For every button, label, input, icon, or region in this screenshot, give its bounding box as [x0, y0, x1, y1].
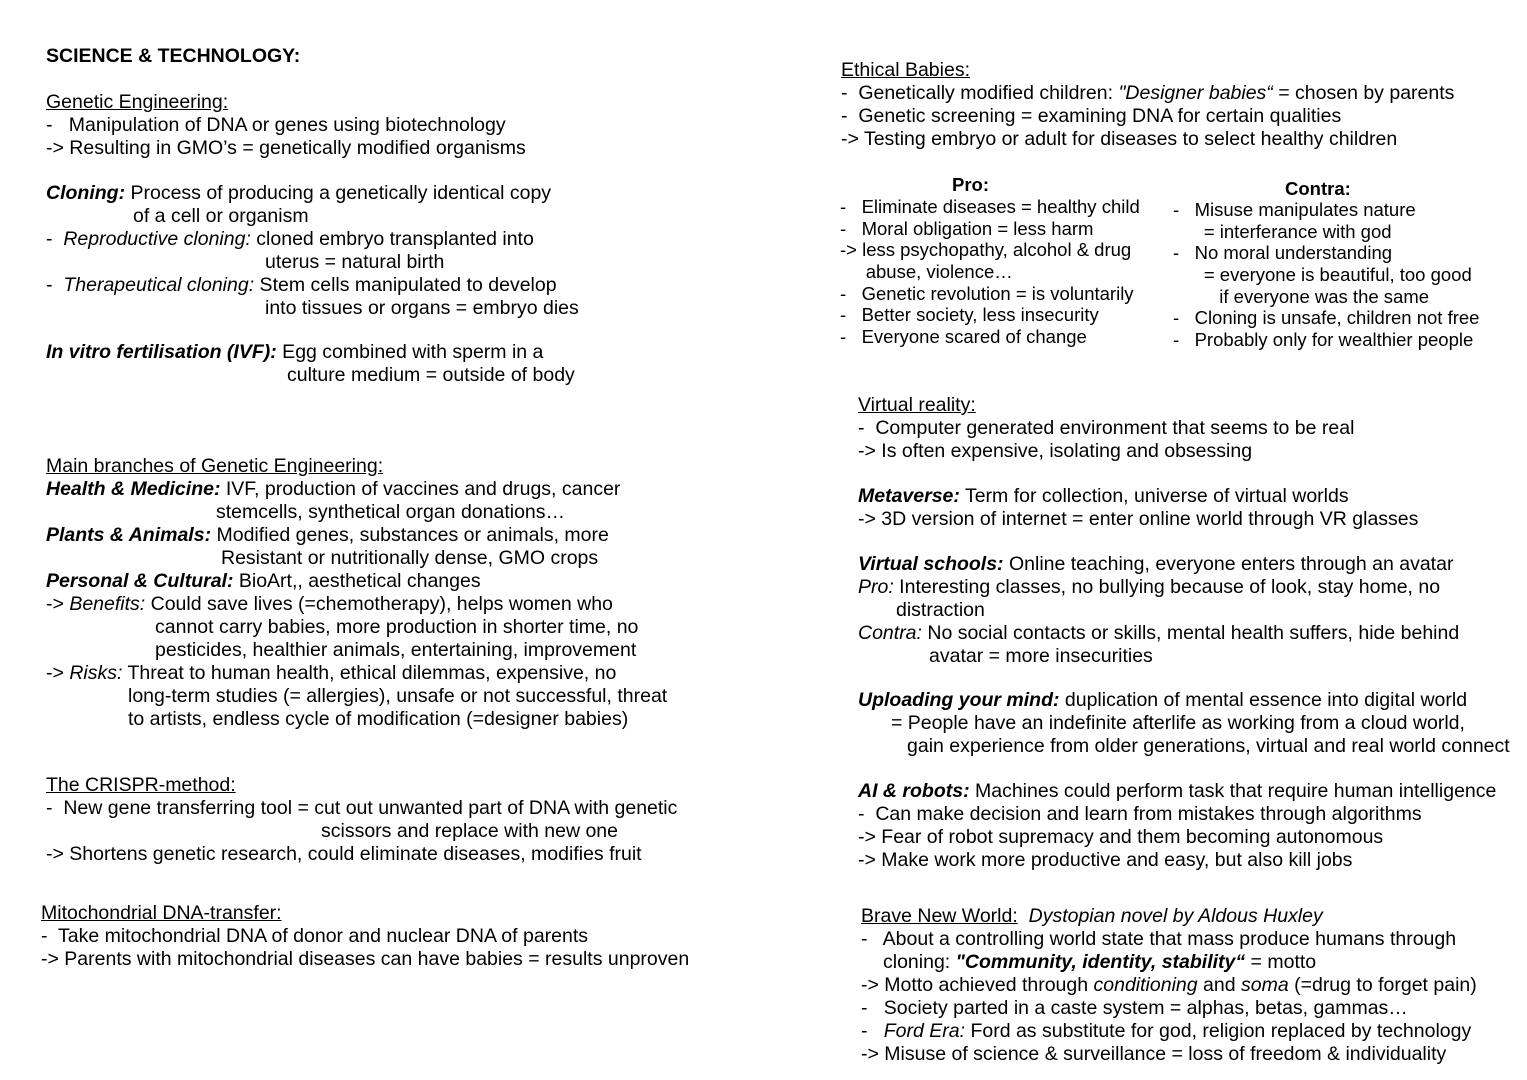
vr-heading: Virtual reality: — [858, 394, 976, 416]
schools-contra-def-2: avatar = more insecurities — [929, 645, 1153, 667]
bnw-line-3b: conditioning — [1093, 974, 1198, 996]
contra-list-item: - Probably only for wealthier people — [1173, 329, 1474, 351]
benefits-term: Benefits: — [69, 593, 146, 615]
ai-term: AI & robots: — [858, 780, 970, 802]
schools-term: Virtual schools: — [858, 553, 1004, 575]
ai-line-2: - Can make decision and learn from mistakes through algorithms — [858, 803, 1422, 825]
repro-def: cloned embryo transplanted into — [250, 228, 534, 250]
bnw-line-6: -> Misuse of science & surveillance = loss of freedom & individuality — [861, 1043, 1447, 1065]
personal-def: BioArt,, aesthetical changes — [233, 570, 481, 592]
contra-list-item: - Misuse manipulates nature — [1173, 199, 1416, 220]
pro-list-item: - Better society, less insecurity — [840, 304, 1099, 326]
cloning-term: Cloning: — [46, 182, 126, 204]
metaverse-section — [858, 485, 1418, 531]
ai-robots-section — [858, 780, 1496, 872]
repro-dash: - — [46, 228, 64, 250]
contra-list-item: if everyone was the same — [1173, 285, 1430, 307]
ivf-def-2: culture medium = outside of body — [287, 364, 575, 386]
ivf-section — [46, 341, 575, 387]
cloning-def-2: of a cell or organism — [133, 205, 309, 227]
mito-line-1: - Take mitochondrial DNA of donor and nuclear DNA of parents — [41, 925, 589, 947]
uploading-mind-section — [858, 689, 1510, 758]
thera-term: Therapeutical cloning: — [63, 274, 255, 296]
brave-new-world-section — [861, 905, 1477, 1066]
contra-list-item: - Cloning is unsafe, children not free — [1173, 307, 1480, 329]
ethical-heading: Ethical Babies: — [841, 59, 970, 81]
page-title: SCIENCE & TECHNOLOGY: — [46, 45, 301, 67]
ethical-line-1b: "Designer babies“ — [1118, 82, 1273, 104]
pro-list-item: abuse, violence… — [840, 261, 1013, 283]
genetic-engineering-section — [46, 91, 526, 160]
genetic-engineering-heading: Genetic Engineering: — [46, 91, 229, 113]
ethical-babies-section — [841, 59, 1454, 151]
bnw-line-5b: Ford Era: — [883, 1020, 966, 1042]
schools-pro-def-2: distraction — [896, 599, 985, 621]
bnw-line-3d: soma — [1240, 974, 1289, 996]
plants-def-2: Resistant or nutritionally dense, GMO crops — [221, 547, 599, 569]
bnw-line-3a: -> Motto achieved through — [861, 974, 1094, 996]
crispr-line-3: -> Shortens genetic research, could eliminate diseases, modifies fruit — [46, 843, 642, 865]
ethical-line-2: - Genetic screening = examining DNA for certain qualities — [841, 105, 1342, 127]
schools-contra-def: No social contacts or skills, mental health suffers, hide behind — [921, 622, 1460, 644]
bnw-line-4: - Society parted in a caste system = alphas, betas, gammas… — [861, 997, 1408, 1019]
ai-line-4: -> Make work more productive and easy, but also kill jobs — [858, 849, 1353, 871]
benefits-def-2: cannot carry babies, more production in shorter time, no — [155, 616, 639, 638]
contra-list-item: - No moral understanding — [1173, 242, 1393, 264]
thera-dash: - — [46, 274, 64, 296]
schools-def: Online teaching, everyone enters through an avatar — [1003, 553, 1454, 575]
benefits-def: Could save lives (=chemotherapy), helps women who — [145, 593, 613, 615]
crispr-section — [46, 774, 677, 866]
risks-term: Risks: — [69, 662, 123, 684]
benefits-def-3: pesticides, healthier animals, entertaining, improvement — [155, 639, 637, 661]
risks-def: Threat to human health, ethical dilemmas, expensive, no — [122, 662, 617, 684]
metaverse-term: Metaverse: — [858, 485, 960, 507]
ethical-line-3: -> Testing embryo or adult for diseases to select healthy children — [841, 128, 1398, 150]
health-def-2: stemcells, synthetical organ donations… — [216, 501, 566, 523]
health-def: IVF, production of vaccines and drugs, cancer — [220, 478, 621, 500]
thera-def: Stem cells manipulated to develop — [254, 274, 557, 296]
mito-heading: Mitochondrial DNA-transfer: — [41, 902, 282, 924]
risks-def-3: to artists, endless cycle of modification (=designer babies) — [128, 708, 629, 730]
bnw-heading: Brave New World: — [861, 905, 1018, 927]
plants-def: Modified genes, substances or animals, more — [211, 524, 609, 546]
mind-def: duplication of mental essence into digital world — [1059, 689, 1468, 711]
repro-term: Reproductive cloning: — [63, 228, 251, 250]
thera-def-2: into tissues or organs = embryo dies — [265, 297, 579, 319]
mito-line-2: -> Parents with mitochondrial diseases can have babies = results unproven — [41, 948, 690, 970]
page-title-block — [46, 45, 300, 68]
pro-column — [840, 173, 1140, 348]
genetic-line-2: -> Resulting in GMO’s = genetically modified organisms — [46, 137, 526, 159]
contra-column — [1173, 178, 1479, 351]
genetic-line-1: - Manipulation of DNA or genes using biotechnology — [46, 114, 506, 136]
pro-list-item: - Genetic revolution = is voluntarily — [840, 282, 1134, 304]
bnw-line-2a: cloning: — [883, 951, 956, 973]
bnw-line-2b: "Community, identity, stability“ — [955, 951, 1246, 973]
ethical-line-1a: - Genetically modified children: — [841, 82, 1119, 104]
crispr-line-2: scissors and replace with new one — [321, 820, 618, 842]
vr-line-1: - Computer generated environment that seems to be real — [858, 417, 1355, 439]
schools-contra-term: Contra: — [858, 622, 922, 644]
bnw-line-5a: - — [861, 1020, 884, 1042]
mind-line-2: = People have an indefinite afterlife as working from a cloud world, — [891, 712, 1465, 734]
bnw-line-5c: Ford as substitute for god, religion replaced by technology — [965, 1020, 1472, 1042]
virtual-reality-section — [858, 394, 1354, 463]
risks-arrow: -> — [46, 662, 70, 684]
mito-section — [41, 902, 689, 971]
health-term: Health & Medicine: — [46, 478, 221, 500]
bnw-subtitle: Dystopian novel by Aldous Huxley — [1017, 905, 1323, 927]
contra-list — [1173, 199, 1479, 351]
personal-term: Personal & Cultural: — [46, 570, 234, 592]
pro-list — [840, 196, 1140, 348]
bnw-line-2c: = motto — [1245, 951, 1317, 973]
vr-line-2: -> Is often expensive, isolating and obsessing — [858, 440, 1253, 462]
schools-pro-term: Pro: — [858, 576, 894, 598]
pro-list-item: - Everyone scared of change — [840, 326, 1087, 348]
pro-list-item: - Moral obligation = less harm — [840, 217, 1094, 239]
pro-heading: Pro: — [952, 174, 989, 195]
pro-list-item: -> less psychopathy, alcohol & drug — [840, 239, 1132, 261]
pro-list-item: - Eliminate diseases = healthy child — [840, 196, 1140, 217]
branches-section — [46, 455, 667, 731]
mind-term: Uploading your mind: — [858, 689, 1060, 711]
metaverse-line-2: -> 3D version of internet = enter online world through VR glasses — [858, 508, 1419, 530]
ivf-def: Egg combined with sperm in a — [276, 341, 544, 363]
schools-pro-def: Interesting classes, no bullying because of look, stay home, no — [893, 576, 1441, 598]
cloning-def: Process of producing a genetically identical copy — [125, 182, 552, 204]
repro-def-2: uterus = natural birth — [265, 251, 445, 273]
contra-heading: Contra: — [1285, 178, 1351, 199]
branches-heading: Main branches of Genetic Engineering: — [46, 455, 384, 477]
risks-def-2: long-term studies (= allergies), unsafe or not successful, threat — [128, 685, 668, 707]
virtual-schools-section — [858, 553, 1459, 668]
mind-line-3: gain experience from older generations, virtual and real world connect — [907, 735, 1510, 757]
bnw-line-1: - About a controlling world state that mass produce humans through — [861, 928, 1457, 950]
ethical-line-1c: = chosen by parents — [1272, 82, 1455, 104]
bnw-line-3e: (=drug to forget pain) — [1288, 974, 1477, 996]
crispr-line-1: - New gene transferring tool = cut out unwanted part of DNA with genetic — [46, 797, 678, 819]
ai-line-3: -> Fear of robot supremacy and them becoming autonomous — [858, 826, 1384, 848]
bnw-line-3c: and — [1197, 974, 1241, 996]
plants-term: Plants & Animals: — [46, 524, 212, 546]
contra-list-item: = interferance with god — [1173, 220, 1392, 242]
cloning-section — [46, 182, 579, 320]
benefits-arrow: -> — [46, 593, 70, 615]
ivf-term: In vitro fertilisation (IVF): — [46, 341, 277, 363]
crispr-heading: The CRISPR-method: — [46, 774, 236, 796]
contra-list-item: = everyone is beautiful, too good — [1173, 264, 1472, 286]
ai-def: Machines could perform task that require human intelligence — [969, 780, 1497, 802]
metaverse-def: Term for collection, universe of virtual worlds — [959, 485, 1349, 507]
